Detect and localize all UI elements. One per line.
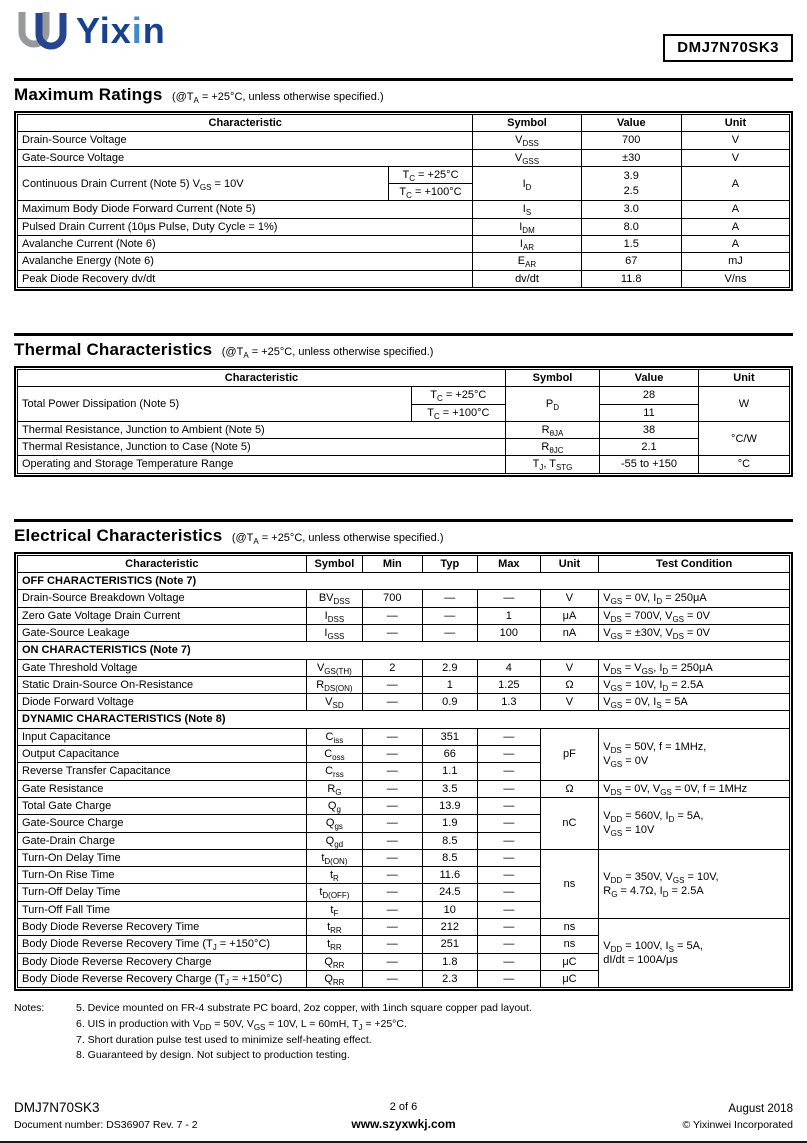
- table-cell: $BV_{DSS}$: [306, 590, 362, 607]
- table-cell: Thermal Resistance, Junction to Case (Note 5): [18, 439, 506, 456]
- table-cell: —: [363, 884, 422, 901]
- table-cell: ns: [540, 918, 599, 935]
- note-item: 7. Short duration pulse test used to minimize self-heating effect.: [76, 1033, 372, 1046]
- table-cell: Gate Resistance: [18, 780, 307, 797]
- table-cell: 66: [422, 746, 478, 763]
- table-cell: 8.0: [581, 218, 681, 235]
- table-cell: $I_D$: [473, 166, 581, 201]
- table-cell: Input Capacitance: [18, 728, 307, 745]
- table-cell: —: [363, 901, 422, 918]
- table-cell: 38: [600, 421, 699, 438]
- table-cell: $R_{\theta JC}$: [505, 439, 599, 456]
- table-row: [18, 694, 790, 711]
- table-cell: —: [363, 694, 422, 711]
- notes-list: [76, 1001, 532, 1064]
- column-header: Symbol: [505, 369, 599, 386]
- table-cell: Turn-Off Delay Time: [18, 884, 307, 901]
- table-cell: 1.25: [478, 676, 541, 693]
- table-cell: Body Diode Reverse Recovery Charge: [18, 953, 307, 970]
- table-cell: —: [363, 936, 422, 953]
- table-cell: dv/dt: [473, 270, 581, 287]
- table-cell: —: [478, 970, 541, 987]
- table-cell: —: [363, 815, 422, 832]
- table-cell: $V_{DSS}$: [473, 132, 581, 149]
- part-number-badge: DMJ7N70SK3: [663, 34, 793, 62]
- table-cell: —: [478, 746, 541, 763]
- table-cell: —: [363, 728, 422, 745]
- table-row: [18, 115, 790, 132]
- table-cell: Total Gate Charge: [18, 797, 307, 814]
- table-cell: Avalanche Energy (Note 6): [18, 253, 473, 270]
- footer-website: www.szyxwkj.com: [351, 1116, 456, 1131]
- note-item: 8. Guaranteed by design. Not subject to production testing.: [76, 1049, 350, 1062]
- table-cell: 2: [363, 659, 422, 676]
- table-cell: $t_{RR}$: [306, 936, 362, 953]
- table-cell: ns: [540, 849, 599, 918]
- table-cell: —: [478, 867, 541, 884]
- table-cell: $T_C = +25^\circ C$: [388, 166, 473, 183]
- table-cell: Continuous Drain Current (Note 5) $V_{GS} = 10V$: [18, 166, 389, 201]
- table-cell: 3.5: [422, 780, 478, 797]
- column-header: Symbol: [473, 115, 581, 132]
- table-cell: 1.5: [581, 236, 681, 253]
- table-cell: —: [363, 746, 422, 763]
- maximum-ratings-table: [17, 114, 790, 288]
- table-cell: Reverse Transfer Capacitance: [18, 763, 307, 780]
- column-header: Characteristic: [18, 369, 506, 386]
- divider: [14, 519, 793, 522]
- section-head-thermal: [14, 340, 793, 360]
- column-header: Typ: [422, 555, 478, 572]
- table-cell: —: [363, 970, 422, 987]
- section-subtitle-electrical: ($@T_A = +25^\circ C$, unless otherwise specified.): [231, 531, 444, 546]
- table-cell: —: [478, 832, 541, 849]
- table-cell: $T_C = +100^\circ C$: [411, 404, 505, 421]
- table-cell: $V_{DS} = 0V$, $V_{GS} = 0V$, f = 1MHz: [599, 780, 790, 797]
- table-cell: Drain-Source Voltage: [18, 132, 473, 149]
- table-cell: 11.6: [422, 867, 478, 884]
- table-cell: 67: [581, 253, 681, 270]
- footer-date: August 2018: [728, 1103, 793, 1116]
- table-cell: 1: [422, 676, 478, 693]
- table-cell: ns: [540, 936, 599, 953]
- table-cell: Turn-Off Fall Time: [18, 901, 307, 918]
- table-cell: $I_{GSS}$: [306, 624, 362, 641]
- table-cell: Total Power Dissipation (Note 5): [18, 387, 412, 422]
- thermal-table-wrap: [14, 366, 793, 477]
- table-cell: Turn-On Delay Time: [18, 849, 307, 866]
- footer-right: [481, 1101, 793, 1133]
- table-cell: $V_{GS(TH)}$: [306, 659, 362, 676]
- column-header: Characteristic: [18, 115, 473, 132]
- table-cell: Thermal Resistance, Junction to Ambient (Note 5): [18, 421, 506, 438]
- table-cell: —: [478, 797, 541, 814]
- table-cell: $V_{GS} = 10V$, $I_D = 2.5A$: [599, 676, 790, 693]
- table-cell: -55 to +150: [600, 456, 699, 473]
- table-cell: A: [681, 166, 789, 201]
- column-header: Unit: [540, 555, 599, 572]
- table-row: [18, 456, 790, 473]
- table-row: [18, 218, 790, 235]
- column-header: Value: [600, 369, 699, 386]
- footer-document-number: Document number: DS36907 Rev. 7 - 2: [14, 1118, 198, 1131]
- table-cell: Avalanche Current (Note 6): [18, 236, 473, 253]
- table-cell: $C_{oss}$: [306, 746, 362, 763]
- footer-copyright: © Yixinwei Incorporated: [682, 1118, 793, 1131]
- table-cell: —: [363, 676, 422, 693]
- table-cell: $I_{AR}$: [473, 236, 581, 253]
- section-head-maximum-ratings: [14, 85, 793, 105]
- table-cell: V/ns: [681, 270, 789, 287]
- table-cell: W: [698, 387, 789, 422]
- table-cell: 24.5: [422, 884, 478, 901]
- table-cell: $V_{DS} = V_{GS}$, $I_D = 250\mu A$: [599, 659, 790, 676]
- table-cell: —: [363, 797, 422, 814]
- table-row: [18, 676, 790, 693]
- table-cell: $t_{D(ON)}$: [306, 849, 362, 866]
- table-cell: $V_{SD}$: [306, 694, 362, 711]
- note-item: 6. UIS in production with $V_{DD} = 50V$, $V_{GS} = 10V$, L = 60mH, $T_J = +25^\circ C$.: [76, 1017, 407, 1033]
- table-cell: ±30: [581, 149, 681, 166]
- table-cell: $I_{DM}$: [473, 218, 581, 235]
- table-cell: $t_{D(OFF)}$: [306, 884, 362, 901]
- table-cell: $V_{DD} = 560V$, $I_D = 5A$, $V_{GS} = 10V$: [599, 797, 790, 849]
- table-cell: 0.9: [422, 694, 478, 711]
- table-row: [18, 439, 790, 456]
- table-cell: $P_D$: [505, 387, 599, 422]
- table-cell: V: [540, 659, 599, 676]
- table-row: [18, 166, 790, 183]
- divider: [14, 78, 793, 81]
- table-cell: A: [681, 218, 789, 235]
- brand-letter: i: [131, 10, 143, 51]
- electrical-characteristics-table: [17, 555, 790, 988]
- table-row: [18, 797, 790, 814]
- table-cell: $Q_{RR}$: [306, 970, 362, 987]
- table-cell: $I_{DSS}$: [306, 607, 362, 624]
- section-subtitle-maximum-ratings: ($@T_A = +25^\circ C$, unless otherwise specified.): [171, 91, 384, 106]
- table-cell: Static Drain-Source On-Resistance: [18, 676, 307, 693]
- page-header: [14, 0, 793, 70]
- table-cell: Ω: [540, 676, 599, 693]
- table-cell: Zero Gate Voltage Drain Current: [18, 607, 307, 624]
- brand-letter: x: [110, 10, 132, 51]
- column-header: Characteristic: [18, 555, 307, 572]
- table-cell: $R_{\theta JA}$: [505, 421, 599, 438]
- table-cell: $t_R$: [306, 867, 362, 884]
- table-cell: Pulsed Drain Current (10μs Pulse, Duty Cycle = 1%): [18, 218, 473, 235]
- column-header: Test Condition: [599, 555, 790, 572]
- table-cell: $V_{DD} = 350V$, $V_{GS} = 10V$, $R_G = 4.7\Omega$, $I_D = 2.5A$: [599, 849, 790, 918]
- table-cell: $Q_{gs}$: [306, 815, 362, 832]
- table-row: [18, 642, 790, 659]
- table-row: [18, 607, 790, 624]
- footer-left: [14, 1098, 326, 1133]
- section-title-electrical: Electrical Characteristics: [14, 525, 223, 545]
- table-cell: μA: [540, 607, 599, 624]
- table-cell: 2.3: [422, 970, 478, 987]
- table-cell: 28: [600, 387, 699, 404]
- section-subtitle-thermal: ($@T_A = +25^\circ C$, unless otherwise specified.): [221, 345, 434, 361]
- table-cell: 8.5: [422, 832, 478, 849]
- table-cell: —: [478, 953, 541, 970]
- table-cell: $V_{DS} = 700V$, $V_{GS} = 0V$: [599, 607, 790, 624]
- table-cell: $T_J$, $T_{STG}$: [505, 456, 599, 473]
- table-cell: $V_{GSS}$: [473, 149, 581, 166]
- table-cell: 3.9 2.5: [581, 166, 681, 201]
- table-row: [18, 236, 790, 253]
- table-cell: $t_F$: [306, 901, 362, 918]
- table-cell: $V_{GS} = 0V$, $I_S = 5A$: [599, 694, 790, 711]
- table-row: [18, 590, 790, 607]
- table-cell: 11: [600, 404, 699, 421]
- section-row: DYNAMIC CHARACTERISTICS (Note 8): [18, 711, 790, 728]
- brand-text: [76, 8, 166, 54]
- section-head-electrical: [14, 526, 793, 546]
- table-cell: Drain-Source Breakdown Voltage: [18, 590, 307, 607]
- table-row: [18, 918, 790, 935]
- table-cell: Ω: [540, 780, 599, 797]
- table-cell: —: [363, 607, 422, 624]
- table-cell: $V_{DS} = 50V$, f = 1MHz, $V_{GS} = 0V$: [599, 728, 790, 780]
- table-cell: μC: [540, 970, 599, 987]
- table-cell: Peak Diode Recovery dv/dt: [18, 270, 473, 287]
- table-cell: 251: [422, 936, 478, 953]
- table-cell: A: [681, 201, 789, 218]
- section-title-maximum-ratings: Maximum Ratings: [14, 85, 163, 104]
- table-cell: —: [478, 728, 541, 745]
- brand-letter: Y: [76, 10, 100, 51]
- table-cell: —: [363, 849, 422, 866]
- table-cell: $E_{AR}$: [473, 253, 581, 270]
- table-cell: —: [363, 918, 422, 935]
- table-cell: Gate Threshold Voltage: [18, 659, 307, 676]
- table-cell: —: [478, 936, 541, 953]
- table-row: [18, 132, 790, 149]
- table-cell: 8.5: [422, 849, 478, 866]
- table-cell: —: [478, 884, 541, 901]
- table-row: [18, 149, 790, 166]
- table-row: [18, 201, 790, 218]
- table-cell: 1: [478, 607, 541, 624]
- section-row: ON CHARACTERISTICS (Note 7): [18, 642, 790, 659]
- table-cell: $R_G$: [306, 780, 362, 797]
- table-cell: $R_{DS(ON)}$: [306, 676, 362, 693]
- table-cell: Gate-Source Voltage: [18, 149, 473, 166]
- table-cell: Gate-Source Charge: [18, 815, 307, 832]
- divider: [14, 333, 793, 336]
- section-row: OFF CHARACTERISTICS (Note 7): [18, 573, 790, 590]
- table-cell: pF: [540, 728, 599, 780]
- table-cell: °C/W: [698, 421, 789, 456]
- table-cell: —: [422, 590, 478, 607]
- table-cell: nC: [540, 797, 599, 849]
- table-cell: Turn-On Rise Time: [18, 867, 307, 884]
- table-cell: $Q_{RR}$: [306, 953, 362, 970]
- logo-u-icon: [14, 8, 72, 56]
- table-cell: 2.1: [600, 439, 699, 456]
- note-item: 5. Device mounted on FR-4 substrate PC board, 2oz copper, with 1inch square copper pad layout.: [76, 1002, 532, 1015]
- thermal-characteristics-table: [17, 369, 790, 474]
- table-cell: $C_{iss}$: [306, 728, 362, 745]
- table-cell: $C_{rss}$: [306, 763, 362, 780]
- table-cell: V: [540, 694, 599, 711]
- table-row: [18, 624, 790, 641]
- table-cell: 13.9: [422, 797, 478, 814]
- table-cell: 1.3: [478, 694, 541, 711]
- table-cell: Gate-Drain Charge: [18, 832, 307, 849]
- table-cell: $Q_g$: [306, 797, 362, 814]
- table-cell: —: [478, 780, 541, 797]
- table-row: [18, 421, 790, 438]
- table-cell: V: [681, 149, 789, 166]
- table-row: [18, 849, 790, 866]
- table-cell: V: [540, 590, 599, 607]
- column-header: Max: [478, 555, 541, 572]
- table-cell: V: [681, 132, 789, 149]
- footer-part-number: DMJ7N70SK3: [14, 1100, 100, 1116]
- table-cell: —: [478, 763, 541, 780]
- table-cell: $V_{DD} = 100V$, $I_S = 5A$, dI/dt = 100A/μs: [599, 918, 790, 987]
- notes-label: Notes:: [14, 1002, 45, 1015]
- table-cell: 11.8: [581, 270, 681, 287]
- table-cell: Output Capacitance: [18, 746, 307, 763]
- table-row: [18, 780, 790, 797]
- table-cell: —: [422, 624, 478, 641]
- table-cell: —: [422, 607, 478, 624]
- table-cell: —: [478, 901, 541, 918]
- table-row: [18, 270, 790, 287]
- table-cell: nA: [540, 624, 599, 641]
- table-cell: $I_S$: [473, 201, 581, 218]
- table-cell: —: [363, 763, 422, 780]
- electrical-table-wrap: [14, 552, 793, 991]
- table-cell: 1.1: [422, 763, 478, 780]
- yixin-logo: [14, 8, 166, 56]
- table-cell: —: [478, 918, 541, 935]
- table-cell: —: [363, 832, 422, 849]
- table-cell: —: [363, 953, 422, 970]
- table-cell: Body Diode Reverse Recovery Charge $(T_J = +150^\circ C)$: [18, 970, 307, 987]
- table-cell: 2.9: [422, 659, 478, 676]
- table-cell: 1.8: [422, 953, 478, 970]
- table-cell: Operating and Storage Temperature Range: [18, 456, 506, 473]
- table-cell: 212: [422, 918, 478, 935]
- table-cell: —: [478, 590, 541, 607]
- maximum-ratings-table-wrap: [14, 111, 793, 291]
- table-cell: —: [363, 867, 422, 884]
- table-cell: $T_C = +25^\circ C$: [411, 387, 505, 404]
- page-footer: [14, 1098, 793, 1133]
- footer-page-number: 2 of 6: [389, 1100, 418, 1113]
- column-header: Value: [581, 115, 681, 132]
- table-cell: Body Diode Reverse Recovery Time: [18, 918, 307, 935]
- table-cell: —: [363, 780, 422, 797]
- table-cell: $V_{GS} = 0V$, $I_D = 250\mu A$: [599, 590, 790, 607]
- table-cell: 700: [363, 590, 422, 607]
- section-title-thermal: Thermal Characteristics: [14, 339, 213, 359]
- table-cell: Body Diode Reverse Recovery Time $(T_J = +150^\circ C)$: [18, 936, 307, 953]
- table-cell: 1.9: [422, 815, 478, 832]
- column-header: Unit: [698, 369, 789, 386]
- table-cell: 351: [422, 728, 478, 745]
- table-cell: Gate-Source Leakage: [18, 624, 307, 641]
- table-cell: 100: [478, 624, 541, 641]
- table-row: [18, 573, 790, 590]
- table-cell: —: [478, 815, 541, 832]
- table-row: [18, 253, 790, 270]
- table-row: [18, 387, 790, 404]
- table-cell: 3.0: [581, 201, 681, 218]
- brand-letter: i: [99, 10, 111, 51]
- table-cell: $V_{GS} = \pm 30V$, $V_{DS} = 0V$: [599, 624, 790, 641]
- table-row: [18, 728, 790, 745]
- table-row: [18, 369, 790, 386]
- brand-letter: n: [142, 10, 166, 51]
- table-cell: $Q_{gd}$: [306, 832, 362, 849]
- table-cell: Maximum Body Diode Forward Current (Note 5): [18, 201, 473, 218]
- table-cell: °C: [698, 456, 789, 473]
- column-header: Unit: [681, 115, 789, 132]
- table-row: [18, 555, 790, 572]
- column-header: Min: [363, 555, 422, 572]
- notes-section: [14, 1001, 793, 1064]
- table-cell: A: [681, 236, 789, 253]
- table-row: [18, 659, 790, 676]
- table-cell: μC: [540, 953, 599, 970]
- column-header: Symbol: [306, 555, 362, 572]
- table-cell: —: [478, 849, 541, 866]
- footer-center: [326, 1100, 482, 1133]
- table-cell: $T_C = +100^\circ C$: [388, 184, 473, 201]
- table-row: [18, 711, 790, 728]
- table-cell: $t_{RR}$: [306, 918, 362, 935]
- table-cell: —: [363, 624, 422, 641]
- table-cell: 4: [478, 659, 541, 676]
- table-cell: 700: [581, 132, 681, 149]
- table-cell: mJ: [681, 253, 789, 270]
- table-cell: 10: [422, 901, 478, 918]
- table-cell: Diode Forward Voltage: [18, 694, 307, 711]
